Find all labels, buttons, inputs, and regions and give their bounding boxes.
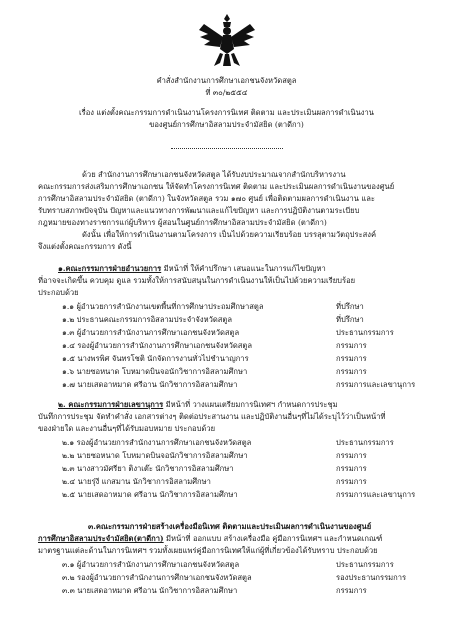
member-role: กรรมการ [336,367,367,376]
member-role: รองประธานกรรมการ [336,573,407,582]
member-name: ๒.๓ นางสาวมัศรียา ติงาเต๊ะ นักวิชาการอิสลามศึกษา [62,464,234,473]
member-role: กรรมการ [336,464,367,473]
member-name: ๓.๒ รองผู้อำนวยการสำนักงานการศึกษาเอกชนจังหวัดสตูล [62,573,252,582]
member-row [62,477,422,486]
intro-paragraph: ด้วย สำนักงานการศึกษาเอกชนจังหวัดสตูล ได้รับงบประมาณจากสำนักบริหารงาน [82,170,346,179]
subject-line-2: ของศูนย์การศึกษาอิสลามประจำมัสยิด (ตาดีกา) [149,120,304,129]
member-row [62,573,422,582]
section-3-text: มาตรฐานแต่ละด้านในการนิเทศฯ รวมทั้งเผยแพร่คู่มือการนิเทศให้แก่ผู้ที่เกี่ยวข้องได้รับทราบ ประกอบด้วย [38,546,378,555]
member-role: กรรมการ [336,354,367,363]
member-name: ๑.๕ นางพรพิศ จันทรโชติ นักจัดการงานทั่วไปชำนาญการ [62,354,249,363]
intro-paragraph: คณะกรรมการส่งเสริมการศึกษาเอกชน ให้จัดทำโครงการนิเทศ ติดตาม และประเมินผลการดำเนินงานของศูนย์ [38,182,395,191]
intro-paragraph: ดังนั้น เพื่อให้การดำเนินงานตามโครงการ เป็นไปด้วยความเรียบร้อย บรรลุตามวัตถุประสงค์ [82,230,377,239]
order-title: คำสั่งสำนักงานการศึกษาเอกชนจังหวัดสตูล [156,76,297,85]
garuda-emblem [196,10,258,72]
member-role: ที่ปรึกษา [336,315,364,324]
intro-paragraph: จึงแต่งตั้งคณะกรรมการ ดังนี้ [38,242,132,251]
member-row [62,341,422,350]
intro-paragraph: รับทราบสภาพปัจจุบัน ปัญหาและแนวทางการพัฒนาและแก้ไขปัญหา และการปฏิบัติงานตามระเบียบ [38,206,360,215]
header-divider [171,148,283,149]
member-name: ๒.๕ นายเสดอาหมาด ศรีอาน นักวิชาการอิสลามศึกษา [62,490,238,499]
member-row [62,451,422,460]
member-role: ประธานกรรมการ [336,328,394,337]
member-row [62,464,422,473]
member-role: กรรมการและเลขานุการ [336,490,416,499]
intro-paragraph: กฎหมายของทางราชการแก่ผู้บริหาร ผู้สอนในศูนย์การศึกษาอิสลามประจำมัสยิด (ตาดีกา) [38,218,327,227]
section-2-text: ของฝ่ายใด และงานอื่นๆที่ได้รับมอบหมาย ประกอบด้วย [38,424,216,433]
member-name: ๑.๑ ผู้อำนวยการสำนักงานเขตพื้นที่การศึกษาประถมศึกษาสตูล [62,302,264,311]
member-row [62,438,422,447]
member-row [62,367,422,376]
section-3-text: มีหน้าที่ ออกแบบ สร้างเครื่องมือ คู่มือการนิเทศฯ และกำหนดเกณฑ์ [163,534,383,543]
member-role: กรรมการ [336,341,367,350]
section-3-heading: การศึกษาอิสลามประจำมัสยิด(ตาดีกา) [38,534,164,543]
intro-paragraph: การศึกษาอิสลามประจำมัสยิด (ตาดีกา) ในจังหวัดสตูล รวม ๑๗๐ ศูนย์ เพื่อติดตามผลการดำเนินงาน และ [38,194,375,203]
member-name: ๓.๑ ผู้อำนวยการสำนักงานการศึกษาเอกชนจังหวัดสตูล [62,560,240,569]
member-role: กรรมการ [336,477,367,486]
member-name: ๑.๒ ประธานคณะกรรมการอิสลามประจำจังหวัดสตูล [62,315,233,324]
member-row [62,560,422,569]
member-role: กรรมการ [336,451,367,460]
member-row [62,586,422,595]
member-row [62,328,422,337]
member-role: ที่ปรึกษา [336,302,364,311]
section-2-heading: ๒. คณะกรรมการฝ่ายเลขานุการ [58,400,164,409]
member-row [62,490,422,499]
section-3-heading: ๓.คณะกรรมการฝ่ายสร้างเครื่องมือนิเทศ ติดตามและประเมินผลการดำเนินงานของศูนย์ [88,522,372,531]
member-row [62,380,422,389]
member-name: ๓.๓ นายเสดอาหมาด ศรีอาน นักวิชาการอิสลามศึกษา [62,586,238,595]
section-1-text: ที่อาจจะเกิดขึ้น ควบคุม ดูแล รวมทั้งให้การสนับสนุนในการดำเนินงานให้เป็นไปด้วยความเรียบร้อย [38,276,356,285]
member-role: กรรมการ [336,586,367,595]
member-role: กรรมการและเลขานุการ [336,380,416,389]
section-1-text: มีหน้าที่ ให้คำปรึกษา เสนอแนะในการแก้ไขปัญหา [161,264,326,273]
member-role: ประธานกรรมการ [336,438,394,447]
section-2-lead [58,400,338,409]
member-row [62,315,422,324]
member-name: ๑.๔ รองผู้อำนวยการสำนักงานการศึกษาเอกชนจังหวัดสตูล [62,341,253,350]
member-name: ๒.๑ รองผู้อำนวยการสำนักงานการศึกษาเอกชนจังหวัดสตูล [62,438,252,447]
member-name: ๑.๖ นายซอหนาด โบหมาดบินจอนักวิชาการอิสลามศึกษา [62,367,248,376]
section-3-lead [38,534,382,543]
order-number: ที่ ๓๐/๒๕๕๔ [205,88,248,97]
section-1-heading: ๑.คณะกรรมการฝ่ายอำนวยการ [58,264,162,273]
subject-line-1: เรื่อง แต่งตั้งคณะกรรมการดำเนินงานโครงการนิเทศ ติดตาม และประเมินผลการดำเนินงาน [79,108,374,117]
member-name: ๒.๔ นายรุ่งี แกสมาน นักวิชาการอิสลามศึกษา [62,477,211,486]
member-name: ๑.๗ นายเสดอาหมาด ศรีอาน นักวิชาการอิสลามศึกษา [62,380,238,389]
section-1-lead [58,264,326,273]
member-row [62,354,422,363]
member-name: ๑.๓ ผู้อำนวยการสำนักงานการศึกษาเอกชนจังหวัดสตูล [62,328,240,337]
section-2-text: บันทึกการประชุม จัดทำคำสั่ง เอกสารต่างๆ ติดต่อประสานงาน และปฏิบัติงานอื่นๆที่ไม่ได้ระบุไว้ว่าเป็นหน้าที่ [38,412,386,421]
member-name: ๒.๒ นายซอหนาด โบหมาดบินจอนักวิชาการอิสลามศึกษา [62,451,248,460]
section-2-text: มีหน้าที่ วางแผนเตรียมการนิเทศฯ กำหนดการประชุม [163,400,338,409]
member-role: ประธานกรรมการ [336,560,394,569]
section-1-text: ประกอบด้วย [38,288,79,297]
member-row [62,302,422,311]
